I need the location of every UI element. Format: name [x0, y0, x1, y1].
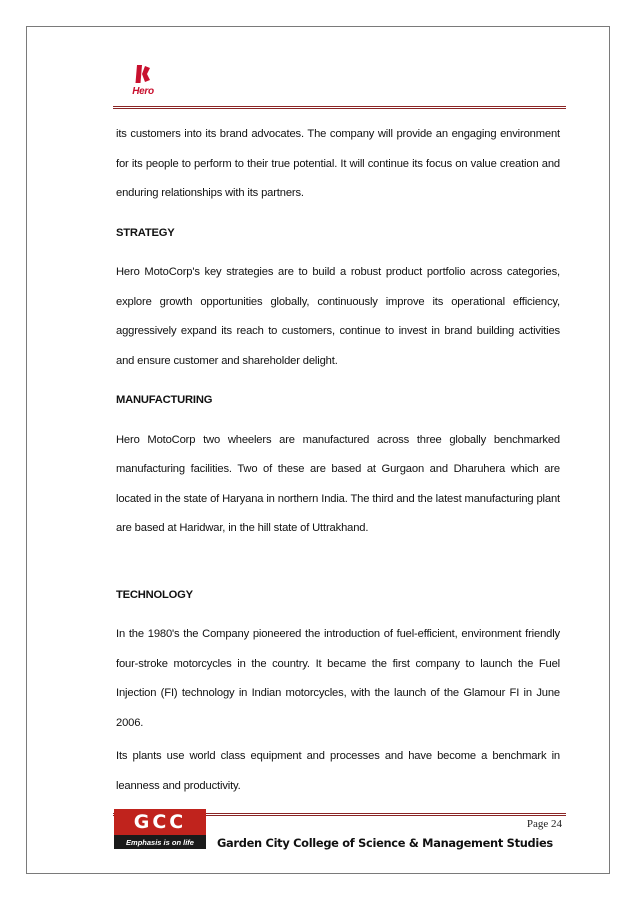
hero-logo [126, 62, 160, 102]
technology-paragraph-1: In the 1980's the Company pioneered the introduction of fuel-efficient, environment friendly four-stroke motorcycles in the country. It became the first company to launch the Fuel Injection (FI) technology in Indian motorcycles, with the launch of the Glamour FI in June 2006. [116, 628, 560, 729]
hero-logo-text: Hero [132, 86, 154, 97]
intro-paragraph: its customers into its brand advocates. The company will provide an engaging environment for its people to perform to their true potential. It will continue its focus on value creation and enduring relationships with its partners. [116, 128, 560, 199]
college-name: Garden City College of Science & Management Studies [217, 836, 553, 850]
heading-manufacturing: MANUFACTURING [116, 394, 213, 406]
page-body [116, 120, 560, 801]
hero-logo-icon [126, 62, 160, 86]
page-number: Page 24 [526, 818, 562, 830]
heading-strategy: STRATEGY [116, 226, 175, 239]
gcc-logo-tagline: Emphasis is on life [114, 835, 206, 849]
technology-paragraph-2: Its plants use world class equipment and processes and have become a benchmark in leanness and productivity. [116, 750, 560, 792]
header-rule [113, 106, 566, 109]
strategy-paragraph: Hero MotoCorp's key strategies are to build a robust product portfolio across categories, explore growth opportunities globally, continuously improve its operational efficiency, aggressively expand its reach to customers, continue to invest in brand building activities and ensure customer and shareholder delight. [116, 266, 560, 367]
heading-technology: TECHNOLOGY [116, 588, 193, 601]
manufacturing-paragraph: Hero MotoCorp two wheelers are manufactured across three globally benchmarked manufacturing facilities. Two of these are based at Gurgaon and Dharuhera which are located in the state of Haryana in northern India. The third and the latest manufacturing plant are based at Haridwar, in the hill state of Uttrakhand. [116, 433, 560, 534]
gcc-logo [114, 809, 206, 849]
gcc-logo-letters: GCC [133, 810, 187, 833]
